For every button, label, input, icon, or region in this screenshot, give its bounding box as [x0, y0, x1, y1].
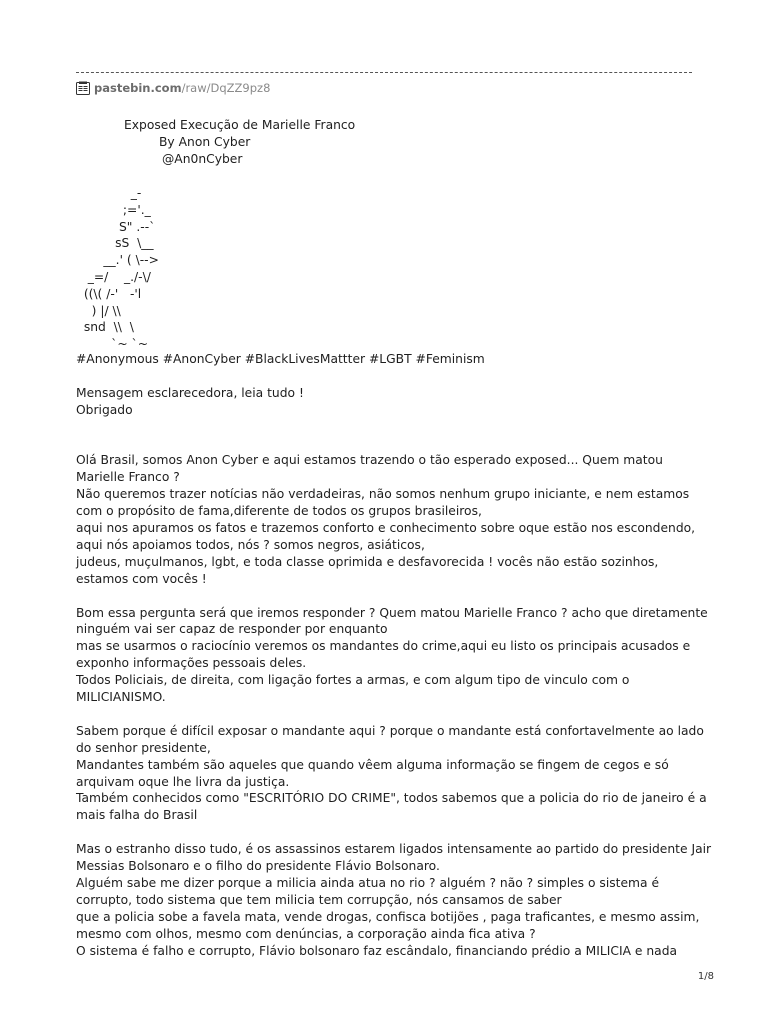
- page-indicator: 1/8: [697, 971, 714, 982]
- body-line: corrupto, todo sistema que tem milicia tem corrupção, nós cansamos de saber: [76, 892, 562, 907]
- paste-body: [76, 351, 712, 976]
- body-line: mas se usarmos o raciocínio veremos os mandantes do crime,aqui eu listo os principais acusados e: [76, 639, 691, 654]
- body-line: aqui nos apuramos os fatos e trazemos conforto e conhecimento sobre oque estão nos escondendo,: [76, 521, 696, 536]
- spacer: [76, 436, 696, 453]
- paste-byline: By Anon Cyber: [159, 135, 251, 149]
- body-line: mais falha do Brasil: [76, 808, 198, 823]
- body-paragraph: [76, 841, 712, 959]
- body-line: Bom essa pergunta será que iremos responder ? Quem matou Marielle Franco ? acho que diretamente: [76, 605, 708, 620]
- body-paragraph: [76, 605, 708, 706]
- body-line: Também conhecidos como "ESCRITÓRIO DO CRIME", todos sabemos que a policia do rio de janeiro é a: [76, 791, 707, 806]
- body-line: Mandantes também são aqueles que quando vêem alguma informação se fingem de cegos e só: [76, 757, 669, 772]
- body-line: com o propósito de fama,diferente de todos os grupos brasileiros,: [76, 504, 482, 519]
- body-line: Todos Policiais, de direita, com ligação fortes a armas, e com algum tipo de vinculo com o: [76, 673, 630, 688]
- paste-title: Exposed Execução de Marielle Franco: [124, 118, 356, 132]
- body-line: aqui nós apoiamos todos, nós ? somos negros, asiáticos,: [76, 537, 425, 552]
- intro-block: Mensagem esclarecedora, leia tudo ! Obrigado: [76, 385, 304, 417]
- source-domain[interactable]: pastebin.com: [94, 81, 182, 95]
- body-line: exponho informações pessoais deles.: [76, 656, 307, 671]
- paste-header: [0, 117, 356, 168]
- body-line: Marielle Franco ?: [76, 470, 180, 485]
- dashed-separator: [76, 72, 692, 73]
- body-line: do senhor presidente,: [76, 740, 211, 755]
- body-line: MILICIANISMO.: [76, 690, 166, 705]
- paste-handle: @An0nCyber: [162, 152, 243, 166]
- source-link-row[interactable]: [76, 80, 270, 96]
- body-line: O sistema é falho e corrupto, Flávio bolsonaro faz escândalo, financiando prédio a MILICIA e nada: [76, 943, 678, 958]
- body-line: estamos com vocês !: [76, 571, 207, 586]
- body-paragraphs: [76, 452, 712, 959]
- body-line: Sabem porque é difícil exposar o mandante aqui ? porque o mandante está confortavelmente ao lado: [76, 723, 704, 738]
- source-path[interactable]: /raw/DqZZ9pz8: [181, 81, 271, 95]
- body-paragraph: [76, 452, 696, 587]
- hashtags-line: #Anonymous #AnonCyber #BlackLivesMattter #LGBT #Feminism: [76, 352, 485, 366]
- body-line: judeus, muçulmanos, lgbt, e toda classe oprimida e desfavorecida ! vocês não estão sozinhos,: [76, 554, 659, 569]
- body-paragraph: [76, 723, 707, 824]
- body-line: Mas o estranho disso tudo, é os assassinos estarem ligados intensamente ao partido do presidente Jair: [76, 842, 712, 857]
- body-line: Messias Bolsonaro e o filho do presidente Flávio Bolsonaro.: [76, 859, 440, 874]
- body-line: Alguém sabe me dizer porque a milicia ainda atua no rio ? alguém ? não ? simples o sistema é: [76, 876, 660, 890]
- ascii-art-figure: _- ;='._ S" .--` sS \__ __.' ( \--> _=/ _./-\/ ((\( /-' -'l ) |/ \\ snd \\ \ `~ `~: [83, 186, 159, 352]
- body-line: Não queremos trazer notícias não verdadeiras, não somos nenhum grupo iniciante, e nem estamos: [76, 487, 690, 502]
- body-line: mesmo com olhos, mesmo com denúncias, a corporação ainda fica ativa ?: [76, 926, 536, 941]
- body-line: Olá Brasil, somos Anon Cyber e aqui estamos trazendo o tão esperado exposed... Quem matou: [76, 453, 663, 468]
- body-line: que a policia sobe a favela mata, vende drogas, confisca botijões , paga traficantes, e mesmo assim,: [76, 909, 700, 924]
- pastebin-icon: [76, 81, 90, 95]
- body-line: ninguém vai ser capaz de responder por enquanto: [76, 622, 388, 637]
- body-line: arquivam oque lhe livra da justiça.: [76, 774, 290, 789]
